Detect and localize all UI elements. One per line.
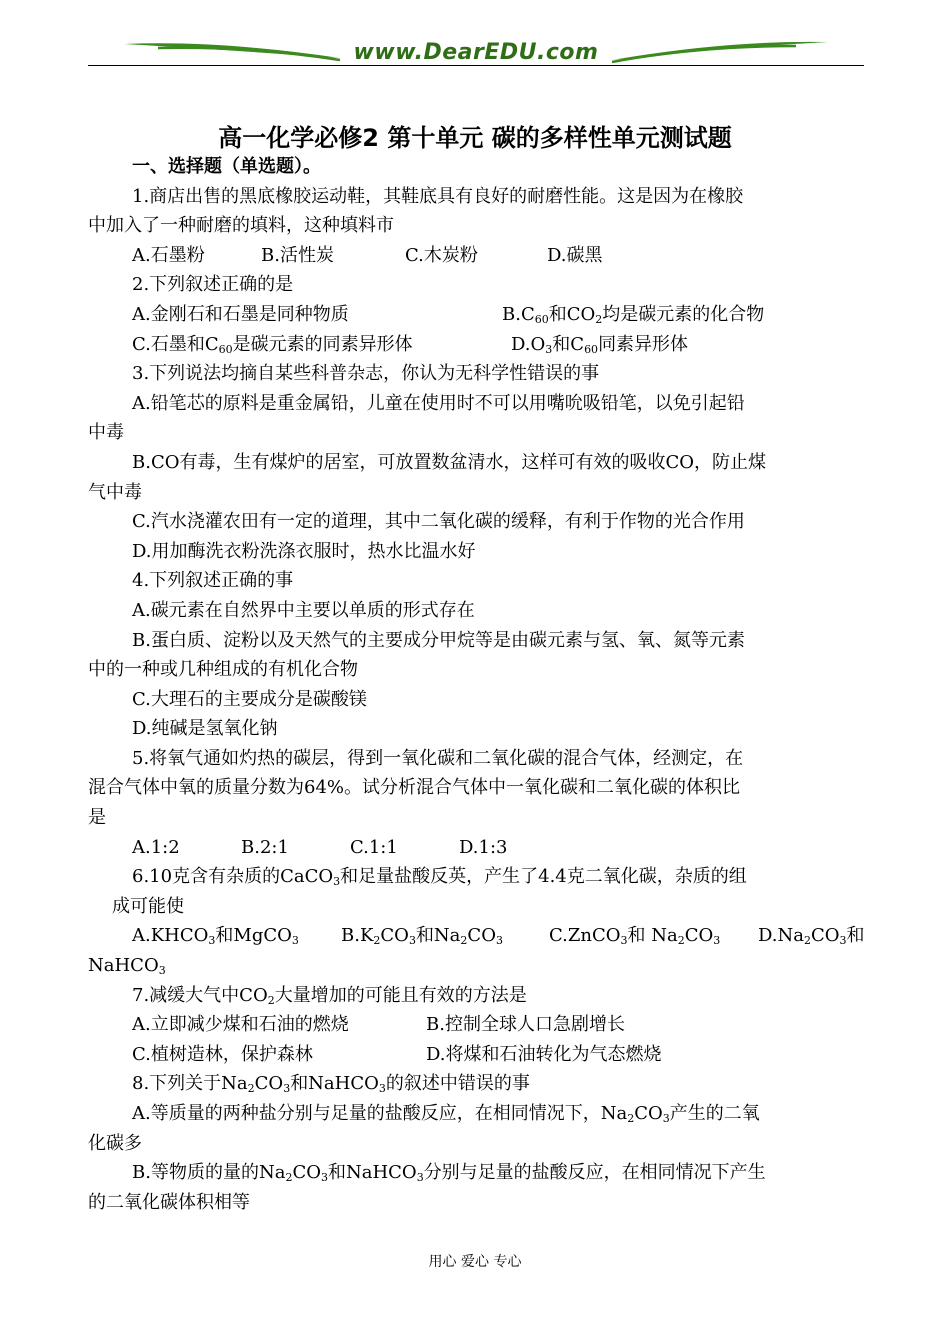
question-5-stem-cont: 混合气体中氧的质量分数为64%。试分析混合气体中一氧化碳和二氧化碳的体积比 <box>88 777 741 799</box>
option-b: B.CO有毒，生有煤炉的居室，可放置数盆清水，这样可有效的吸收CO，防止煤 <box>132 451 767 473</box>
question-1-stem-cont: 中加入了一种耐磨的填料，这种填料市 <box>88 215 394 237</box>
option-a: A.铅笔芯的原料是重金属铅，儿童在使用时不可以用嘴吮吸铅笔，以免引起铅 <box>132 392 745 414</box>
question-3-stem: 3.下列说法均摘自某些科普杂志，你认为无科学性错误的事 <box>132 363 600 385</box>
option-b-cont: 的二氧化碳体积相等 <box>88 1191 250 1213</box>
option-d: D.将煤和石油转化为气态燃烧 <box>426 1043 662 1065</box>
option-d: D.纯碱是氢氧化钠 <box>132 718 278 740</box>
option-a: A.碳元素在自然界中主要以单质的形式存在 <box>132 599 475 621</box>
option-d: D.碳黑 <box>547 244 603 266</box>
question-7-options-cd <box>88 1040 864 1070</box>
page-footer: 用心 爱心 专心 <box>428 1254 522 1270</box>
option-d: D.1:3 <box>459 836 508 858</box>
option-a: A.1:2 <box>132 836 180 858</box>
site-logo-text: www.DearEDU.com <box>353 40 599 65</box>
option-b: B.等物质的量的$Na_2CO_3$和NaHCO$_3$分别与足量的盐酸反应，在相同情况下产生 <box>132 1162 766 1185</box>
header-divider <box>88 65 864 66</box>
option-b: B.活性炭 <box>261 244 334 266</box>
question-2-stem: 2.下列叙述正确的是 <box>132 274 294 296</box>
option-b: B.2:1 <box>241 836 289 858</box>
option-b: B.控制全球人口急剧增长 <box>426 1014 625 1036</box>
question-5-stem-end: 是 <box>88 807 106 829</box>
option-c: C.植树造林，保护森林 <box>132 1043 313 1065</box>
option-b-cont: 中的一种或几种组成的有机化合物 <box>88 659 358 681</box>
section-heading: 一、选择题（单选题）。 <box>132 156 321 177</box>
option-c: C.石墨和$C_{60}$是碳元素的同素异形体 <box>132 333 413 356</box>
question-6-stem-cont: 成可能使 <box>112 895 184 917</box>
option-c: C.汽水浇灌农田有一定的道理，其中二氧化碳的缓释，有利于作物的光合作用 <box>132 511 745 533</box>
question-7-stem: 7.减缓大气中$CO_2$大量增加的可能且有效的方法是 <box>132 984 527 1007</box>
option-c: C.木炭粉 <box>405 244 478 266</box>
option-a: A.立即减少煤和石油的燃烧 <box>132 1014 349 1036</box>
option-a: A.金刚石和石墨是同种物质 <box>132 303 349 325</box>
option-b: B.蛋白质、淀粉以及天然气的主要成分甲烷等是由碳元素与氢、氧、氮等元素 <box>132 629 745 651</box>
option-d-cont: NaHCO$_3$ <box>88 955 166 978</box>
option-d: D.用加酶洗衣粉洗涤衣服时，热水比温水好 <box>132 540 476 562</box>
question-5-options <box>88 833 864 863</box>
option-d: $D.O_3$和$C_{60}$同素异形体 <box>511 333 689 356</box>
question-8-stem: 8.下列关于$Na_2CO_3$和NaHCO$_3$的叙述中错误的事 <box>132 1073 530 1096</box>
option-a-cont: 化碳多 <box>88 1132 142 1154</box>
option-b-cont: 气中毒 <box>88 481 142 503</box>
option-b: $B.K_2CO_3$和$Na_2CO_3$ <box>341 925 503 948</box>
question-4-stem: 4.下列叙述正确的事 <box>132 570 294 592</box>
option-a: A.等质量的两种盐分别与足量的盐酸反应，在相同情况下，$Na_2CO_3$产生的二氧 <box>132 1103 760 1125</box>
option-a: $A.KHCO_3$和MgCO$_3$ <box>132 925 299 948</box>
document-body <box>88 152 864 1217</box>
option-c: C.大理石的主要成分是碳酸镁 <box>132 688 367 710</box>
question-2-options-cd <box>88 330 864 360</box>
question-6-options <box>88 921 864 951</box>
page-title: 高一化学必修2 第十单元 碳的多样性单元测试题 <box>218 124 732 152</box>
question-6-stem: 6.10克含有杂质的CaCO$_3$和足量盐酸反英，产生了4.4克二氧化碳，杂质的组 <box>132 866 747 889</box>
question-1-stem: 1.商店出售的黑底橡胶运动鞋，其鞋底具有良好的耐磨性能。这是因为在橡胶 <box>132 185 744 207</box>
option-c: C.1:1 <box>350 836 398 858</box>
question-7-options-ab <box>88 1010 864 1040</box>
question-2-options-ab <box>88 300 864 330</box>
option-a-cont: 中毒 <box>88 422 124 444</box>
option-a: A.石墨粉 <box>132 244 205 266</box>
question-5-stem: 5.将氧气通如灼热的碳层，得到一氧化碳和二氧化碳的混合气体，经测定，在 <box>132 747 744 769</box>
option-c: C.ZnCO$_3$和 $Na_2CO_3$ <box>549 925 721 948</box>
option-d: $D.Na_2CO_3$和 <box>758 925 865 948</box>
question-1-options <box>88 241 864 271</box>
option-b: $B.C_{60}$和$CO_2$均是碳元素的化合物 <box>502 303 765 326</box>
